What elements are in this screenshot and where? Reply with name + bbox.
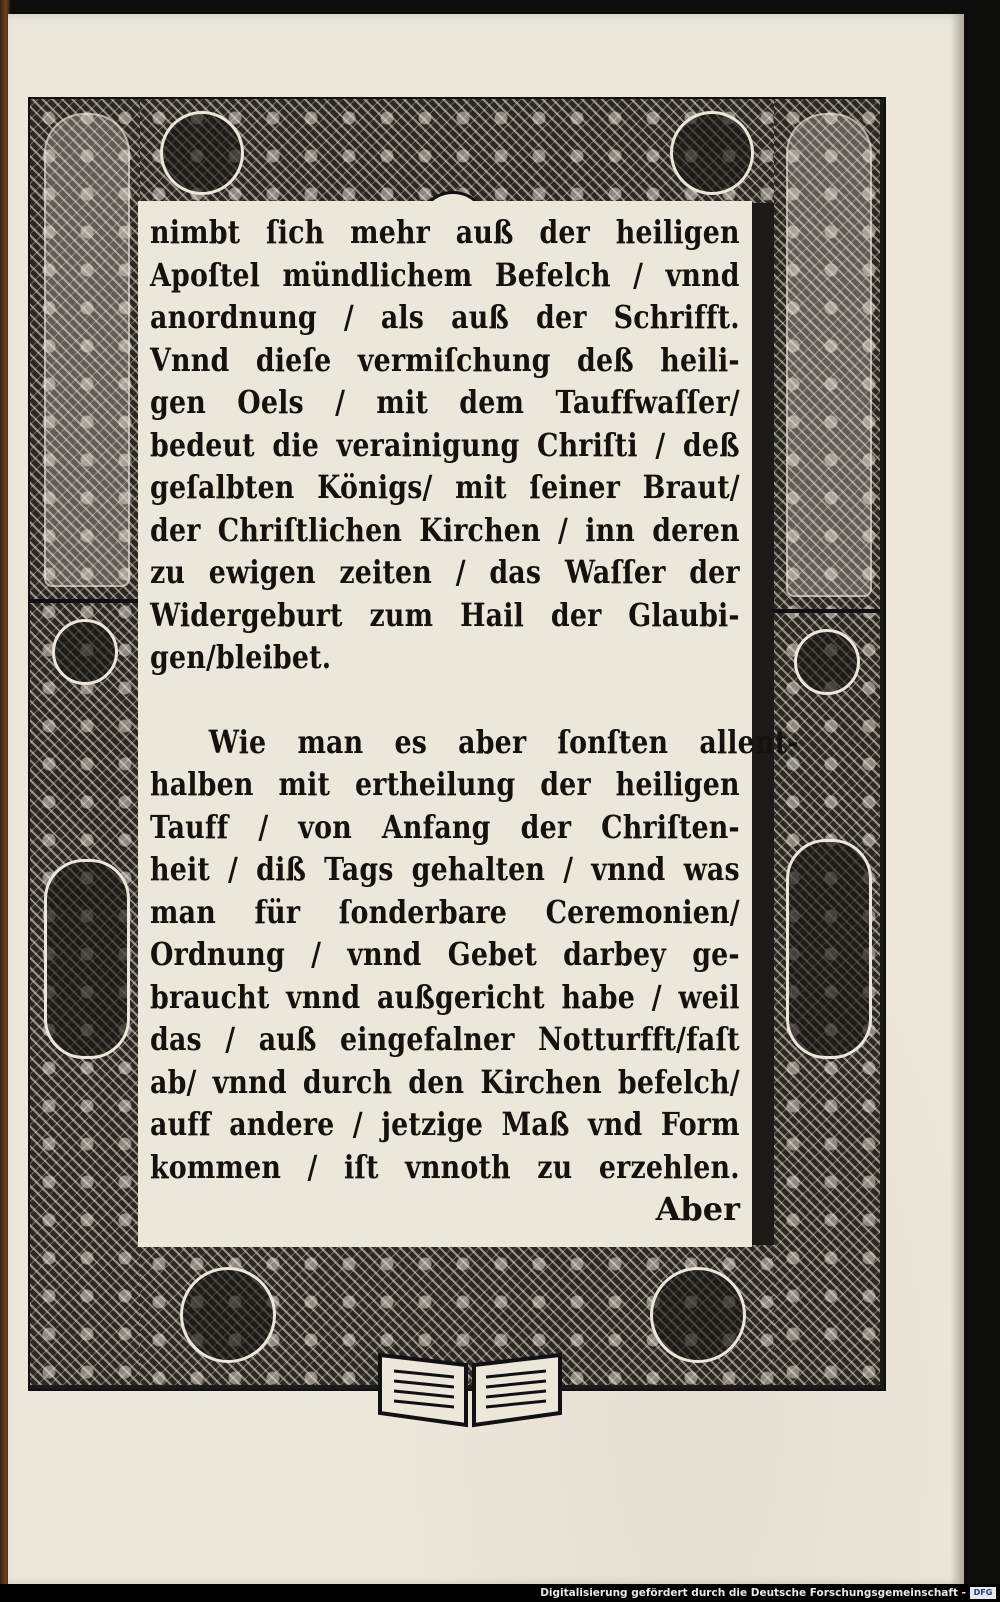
paragraph-gap <box>150 679 740 721</box>
text-line: das / auß eingefalner Notturfft/faſt <box>150 1020 740 1058</box>
saint-figure-left <box>44 113 130 587</box>
digitization-footer <box>0 1584 1000 1602</box>
text-line: braucht vnnd außgericht habe / weil <box>150 977 740 1016</box>
text-line: Wie man es aber ſonſten allent- <box>208 722 799 761</box>
text-line: Tauff / von Anfang der Chriſten- <box>150 807 740 846</box>
text-line: Widergeburt zum Hail der Glaubi- <box>150 595 740 634</box>
catchword: Aber <box>655 1190 740 1228</box>
text-line: der Chriſtlichen Kirchen / inn deren <box>150 510 740 549</box>
text-line: geſalbten Königs/ mit ſeiner Braut/ <box>150 468 740 506</box>
chalice-ornament-right <box>794 629 860 695</box>
scroll-ornament-bottom-right <box>650 1267 746 1363</box>
book-page <box>8 14 964 1584</box>
scroll-ornament-bottom-left <box>180 1267 276 1363</box>
text-line: nimbt ſich mehr auß der heiligen <box>150 213 740 251</box>
text-line: kommen / iſt vnnoth zu erzehlen. <box>150 1147 740 1186</box>
floral-ornament-left <box>44 859 130 1059</box>
text-line: auff andere / jetzige Maß vnd Form <box>150 1105 740 1143</box>
text-line: Vnnd dieſe vermiſchung deß heili- <box>150 340 740 379</box>
text-line: man für ſonderbare Ceremonien/ <box>150 892 740 931</box>
page-edge-shadow <box>950 14 964 1584</box>
paragraph-2 <box>150 721 799 1189</box>
paragraph-1 <box>150 211 740 679</box>
rosette-ornament-top-right <box>670 111 754 195</box>
page-text-block <box>138 201 799 1247</box>
text-line: gen/bleibet. <box>150 638 332 676</box>
chalice-ornament-left <box>52 619 118 685</box>
text-line: ab/ vnnd durch den Kirchen befelch/ <box>150 1062 740 1101</box>
left-panel-divider <box>30 599 140 603</box>
text-line: halben mit ertheilung der heiligen <box>150 765 740 803</box>
text-line: anordnung / als auß der Schrifft. <box>150 298 740 336</box>
dfg-logo: DFG <box>970 1587 996 1599</box>
rosette-ornament-top-left <box>160 111 244 195</box>
footer-credit-text: Digitalisierung gefördert durch die Deutsche Forschungsgemeinschaft - <box>540 1587 966 1599</box>
text-line: bedeut die verainigung Chriſti / deß <box>150 425 740 464</box>
text-line: heit / diß Tags gehalten / vnnd was <box>150 850 740 888</box>
text-line: Ordnung / vnnd Gebet darbey ge- <box>150 935 740 973</box>
right-panel-divider <box>774 609 880 613</box>
saint-figure-right <box>786 113 872 597</box>
open-book-icon <box>370 1335 570 1431</box>
floral-ornament-right <box>786 839 872 1059</box>
text-line: zu ewigen zeiten / das Waſſer der <box>150 553 740 591</box>
text-line: gen Oels / mit dem Tauffwaſſer/ <box>150 383 740 421</box>
text-line: Apoſtel mündlichem Befelch / vnnd <box>150 255 740 294</box>
